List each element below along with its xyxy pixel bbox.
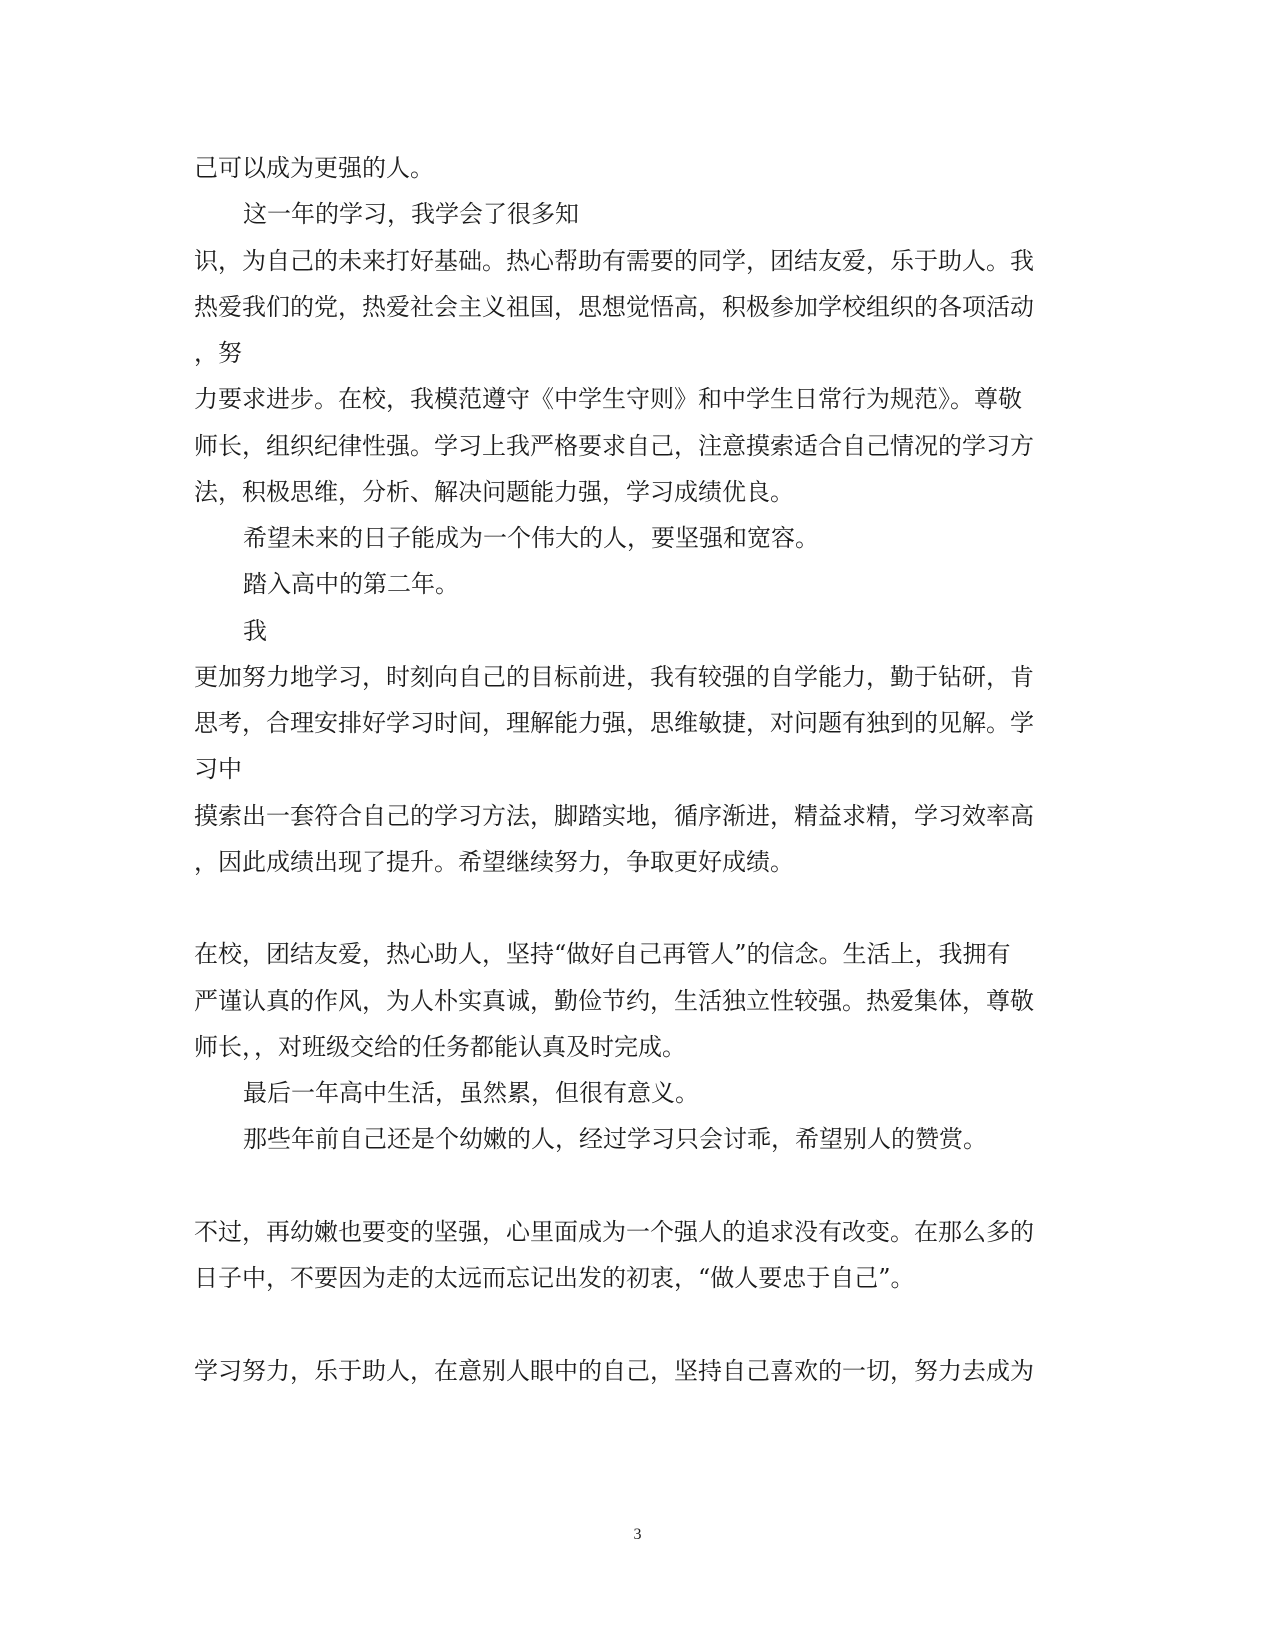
text-line: 严谨认真的作风，为人朴实真诚，勤俭节约，生活独立性较强。热爱集体，尊敬 bbox=[194, 987, 1034, 1015]
text-line: 不过，再幼嫩也要变的坚强，心里面成为一个强人的追求没有改变。在那么多的 bbox=[194, 1218, 1034, 1246]
text-line: 希望未来的日子能成为一个伟大的人，要坚强和宽容。 bbox=[243, 524, 819, 552]
text-line: 师长，组织纪律性强。学习上我严格要求自己，注意摸索适合自己情况的学习方 bbox=[194, 432, 1034, 460]
text-line: 热爱我们的党，热爱社会主义祖国，思想觉悟高，积极参加学校组织的各项活动 bbox=[194, 293, 1034, 321]
text-line: 识，为自己的未来打好基础。热心帮助有需要的同学，团结友爱，乐于助人。我 bbox=[194, 247, 1034, 275]
text-line: 我 bbox=[243, 617, 267, 645]
text-line: 法，积极思维，分析、解决问题能力强，学习成绩优良。 bbox=[194, 478, 794, 506]
text-line: 学习努力，乐于助人，在意别人眼中的自己，坚持自己喜欢的一切，努力去成为 bbox=[194, 1357, 1034, 1385]
text-line: 思考，合理安排好学习时间，理解能力强，思维敏捷，对问题有独到的见解。学 bbox=[194, 709, 1034, 737]
text-line: ，努 bbox=[194, 339, 242, 367]
text-line: 这一年的学习，我学会了很多知 bbox=[243, 200, 579, 228]
text-line: 摸索出一套符合自己的学习方法，脚踏实地，循序渐进，精益求精，学习效率高 bbox=[194, 802, 1034, 830]
text-line: 那些年前自己还是个幼嫩的人，经过学习只会讨乖，希望别人的赞赏。 bbox=[243, 1125, 987, 1153]
text-line: 踏入高中的第二年。 bbox=[243, 570, 459, 598]
text-line: 最后一年高中生活，虽然累，但很有意义。 bbox=[243, 1079, 699, 1107]
text-line: ，因此成绩出现了提升。希望继续努力，争取更好成绩。 bbox=[194, 848, 794, 876]
text-line: 习中 bbox=[194, 755, 242, 783]
text-line: 在校，团结友爱，热心助人，坚持“做好自己再管人”的信念。生活上，我拥有 bbox=[194, 940, 1011, 968]
text-line: 力要求进步。在校，我模范遵守《中学生守则》和中学生日常行为规范》。尊敬 bbox=[194, 385, 1022, 413]
text-line: 日子中，不要因为走的太远而忘记出发的初衷，“做人要忠于自己”。 bbox=[194, 1264, 915, 1292]
text-line: 己可以成为更强的人。 bbox=[194, 154, 434, 182]
text-line: 师长，，对班级交给的任务都能认真及时完成。 bbox=[194, 1033, 686, 1061]
text-line: 更加努力地学习，时刻向自己的目标前进，我有较强的自学能力，勤于钻研，肯 bbox=[194, 663, 1034, 691]
page-number: 3 bbox=[633, 1526, 642, 1543]
